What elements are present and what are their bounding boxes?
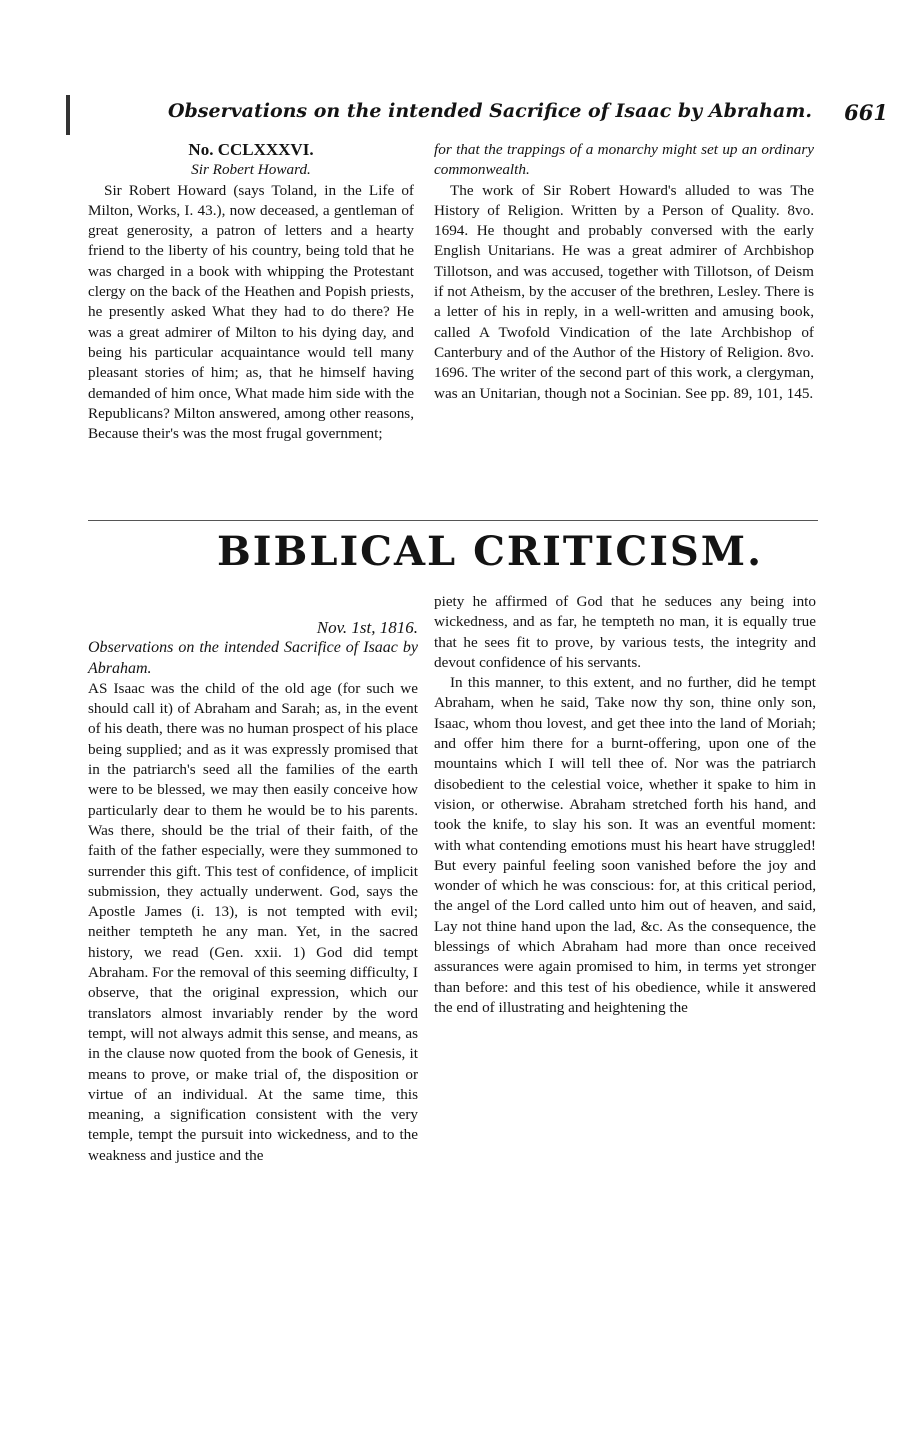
column-4 bbox=[434, 592, 816, 1018]
column-3 bbox=[88, 618, 418, 1166]
entry-text: Sir Robert Howard (says Toland, in the Life of Milton, Works, I. 43.), now deceased, a gentleman of great generosity, a patron of letters and a hearty friend to the liberty of his country, being told that he was charged in a book with whipping the Protestant clergy on the back of the Heathen and Popish priests, he presently asked What they had to do there? He was a great admirer of Milton to his dying day, and being his particular acquaintance would tell many pleasant stories of him; as, that he himself having demanded of him once, What made him side with the Republicans? Milton answered, among other reasons, Because their's was the most frugal government; bbox=[88, 181, 414, 443]
article-title: Observations on the intended Sacrifice of Isaac by Abraham. bbox=[88, 639, 418, 677]
column-2 bbox=[434, 140, 814, 404]
article-date: Nov. 1st, 1816. bbox=[316, 618, 418, 637]
column-1 bbox=[88, 140, 414, 444]
page-number: 661 bbox=[844, 100, 888, 125]
section-rule bbox=[88, 520, 818, 521]
margin-mark bbox=[66, 95, 70, 135]
article-text-continued: piety he affirmed of God that he seduces any being into wickedness, and as far, he tempteth no man, it is equally true that he sees fit to prove, by various tests, the integrity and devout confidence of his servants. bbox=[434, 593, 816, 671]
entry-number: No. CCLXXXVI. bbox=[188, 140, 314, 159]
article-text: AS Isaac was the child of the old age (for such we should call it) of Abraham and Sarah; as, in the event of his death, there was no human prospect of his place being supplied; and as it was expressly promised that in the patriarch's seed all the families of the earth were to be blessed, we may then easily conceive how particularly dear to them he would be to his parents. Was there, should be the trial of their faith, of the faith of the father especially, were they summoned to surrender this gift. This test of confidence, of implicit submission, they actually underwent. God, says the Apostle James (i. 13), is not tempted with evil; neither tempteth he any man. Yet, in the sacred history, we read (Gen. xxii. 1) God did tempt Abraham. For the removal of this seeming difficulty, I observe, that the original expression, which our translators almost invariably render by the word tempt, will not always admit this sense, and means, as in the clause now quoted from the book of Genesis, it means to prove, or make trial of, the disposition or virtue of an individual. At the same time, this meaning, a signification consistent with the very temple, tempt the pursuit into wickedness, and to the weakness and justice and the bbox=[88, 679, 418, 1164]
entry-continuation: for that the trappings of a monarchy might set up an ordinary commonwealth. bbox=[434, 141, 814, 179]
running-title: Observations on the intended Sacrifice of Isaac by Abraham. bbox=[167, 100, 813, 122]
entry-subject: Sir Robert Howard. bbox=[191, 161, 311, 179]
article-paragraph: In this manner, to this extent, and no further, did he tempt Abraham, when he said, Take now thy son, thine only son, Isaac, whom thou lovest, and get thee into the land of Moriah; and offer him there for a burnt-offering, upon one of the mountains which I will tell thee of. Nor was the patriarch disobedient to the celestial voice, whether it spake to him in vision, or otherwise. Abraham stretched forth his hand, and took the knife, to slay his son. It was an eventful moment: with what contending emotions must his heart have struggled! But every painful feeling soon vanished before the joy and wonder of which he was conscious: for, at this critical period, the angel of the Lord called unto him out of heaven, and said, Lay not thine hand upon the lad, &c. As the consequence, the blessings of which Abraham had more than once received assurances were again promised to him, in terms yet stronger than before: and this test of his obedience, while it answered the end of illustrating and heightening the bbox=[434, 674, 816, 1016]
section-title: BIBLICAL CRITICISM. bbox=[217, 528, 763, 575]
entry-note: The work of Sir Robert Howard's alluded to was The History of Religion. Written by a Person of Quality. 8vo. 1694. He thought and probably conversed with the early English Unitarians. He was a great admirer of Archbishop Tillotson, and was accused, together with Tillotson, of Deism if not Atheism, by the accuser of the brethren, Lesley. There is a letter of his in reply, in a well-written and amusing book, called A Twofold Vindication of the late Archbishop of Canterbury and of the Author of the History of Religion. 8vo. 1696. The writer of the second part of this work, a clergyman, was an Unitarian, though not a Socinian. See pp. 89, 101, 145. bbox=[434, 181, 814, 402]
